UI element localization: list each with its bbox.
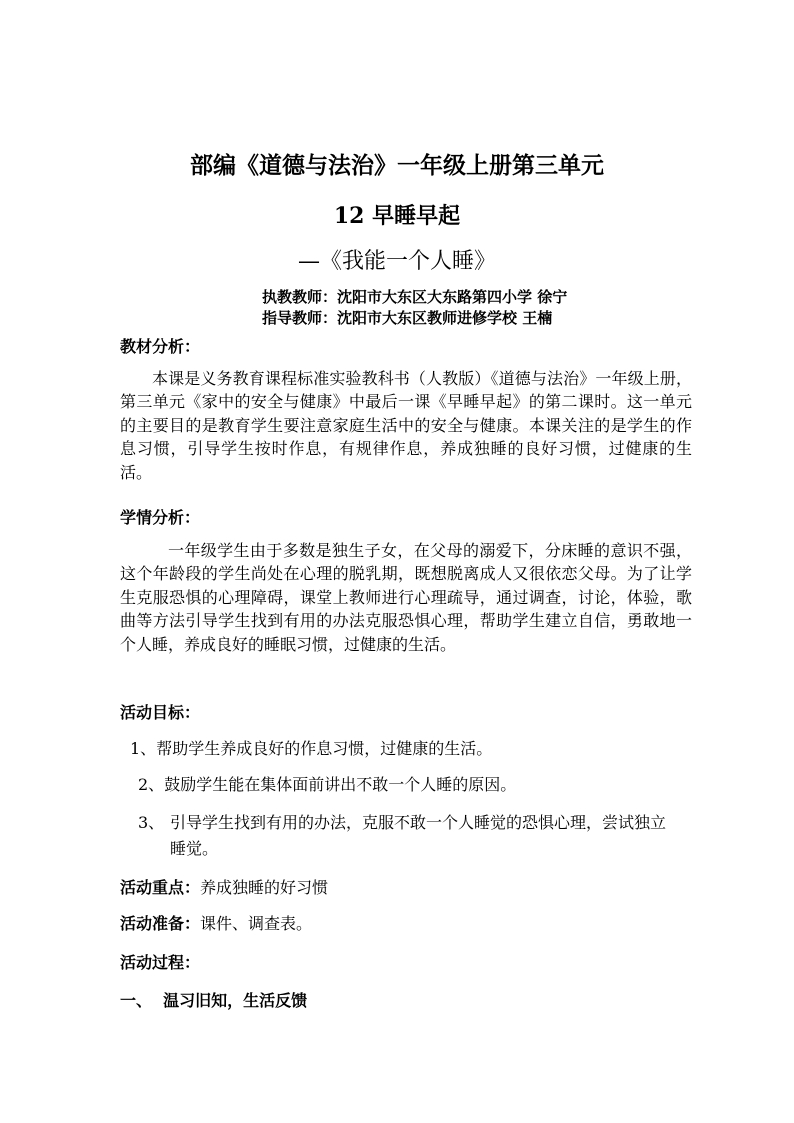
activity-focus (120, 875, 328, 898)
goal-text: 鼓励学生能在集体面前讲出不敢一个人睡的原因。 (164, 775, 517, 794)
goal-item-1 (130, 736, 690, 762)
goal-number: 1、 (130, 739, 157, 758)
textbook-analysis-paragraph: 本课是义务教育课程标准实验教科书（人教版）《道德与法治》一年级上册，第三单元《家中的安全与健康》中最后一课《早睡早起》的第二课时。这一单元的主要目的是教育学生要注意家庭生活中的安全与健康。本课关注的是学生的作息习惯，引导学生按时作息，有规律作息，养成独睡的良好习惯，过健康的生活。 (120, 369, 692, 482)
activity-preparation (120, 911, 312, 934)
goal-text: 引导学生找到有用的办法，克服不敢一个人睡觉的恐惧心理，尝试独立睡觉。 (170, 813, 667, 858)
activity-preparation-label: 活动准备： (120, 914, 201, 933)
section-heading-activity-goals: 活动目标： (120, 703, 201, 722)
activity-focus-label: 活动重点： (120, 878, 201, 897)
goal-text: 帮助学生养成良好的作息习惯，过健康的生活。 (156, 739, 493, 758)
section-heading-activity-process: 活动过程： (120, 953, 201, 972)
goal-item-2 (138, 772, 690, 798)
goal-item-3 (138, 810, 678, 862)
teacher-info: 执教教师：沈阳市大东区大东路第四小学 徐宁 (262, 288, 568, 306)
section-heading-student-analysis: 学情分析： (120, 508, 201, 527)
process-step-1: 一、 温习旧知，生活反馈 (120, 991, 308, 1010)
guide-teacher-info: 指导教师：沈阳市大东区教师进修学校 王楠 (262, 309, 553, 327)
goal-number: 3、 (138, 813, 165, 832)
lesson-subtitle: —《我能一个人睡》 (297, 249, 496, 274)
student-analysis-paragraph: 一年级学生由于多数是独生子女，在父母的溺爱下，分床睡的意识不强，这个年龄段的学生尚处在心理的脱乳期，既想脱离成人又很依恋父母。为了让学生克服恐惧的心理障碍，课堂上教师进行心理疏导，通过调查，讨论，体验，歌曲等方法引导学生找到有用的办法克服恐惧心理，帮助学生建立自信，勇敢地一个人睡，养成良好的睡眠习惯，过健康的生活。 (120, 541, 692, 654)
document-title: 部编《道德与法治》一年级上册第三单元 (190, 152, 604, 179)
lesson-title: 12 早睡早起 (333, 203, 461, 229)
goal-number: 2、 (138, 775, 165, 794)
activity-focus-text: 养成独睡的好习惯 (200, 878, 329, 897)
section-heading-textbook-analysis: 教材分析： (120, 337, 201, 356)
activity-preparation-text: 课件、调查表。 (200, 914, 313, 933)
